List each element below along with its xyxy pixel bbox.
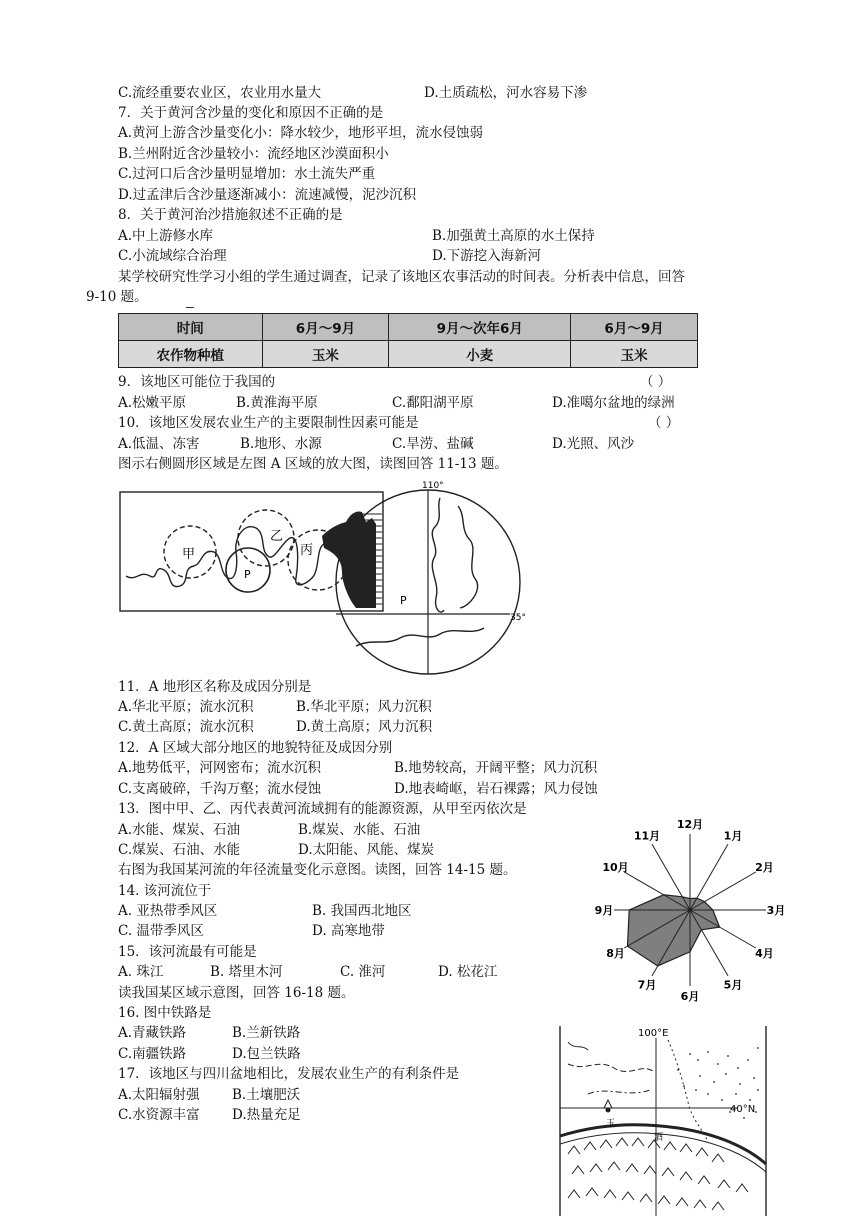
q7-option-c: C.过河口后含沙量明显增加：水土流失严重 <box>118 166 376 182</box>
label-40N: 40°N <box>730 1104 756 1115</box>
q15-option-b: B. 塔里木河 <box>210 964 283 980</box>
q14-option-b: B. 我国西北地区 <box>312 903 412 919</box>
q12-option-d: D.地表崎岖，岩石裸露；风力侵蚀 <box>394 781 598 797</box>
question-14: 14. 该河流位于 <box>118 883 212 899</box>
question-11: 11．A 地形区名称及成因分别是 <box>118 679 312 695</box>
q9-option-d: D.准噶尔盆地的绿洲 <box>552 395 675 411</box>
farming-table <box>118 313 698 368</box>
month-label: 9月 <box>594 904 614 917</box>
q12-option-b: B.地势较高，开阔平整；风力沉积 <box>394 760 598 776</box>
table-cell: 小麦 <box>389 341 571 368</box>
q17-option-a: A.太阳辐射强 <box>118 1087 200 1103</box>
q17-option-d: D.热量充足 <box>232 1107 301 1123</box>
q16-option-a: A.青藏铁路 <box>118 1025 187 1041</box>
q12-option-a: A.地势低平，河网密布；流水沉积 <box>118 760 322 776</box>
month-label: 11月 <box>633 829 661 843</box>
q16-option-d: D.包兰铁路 <box>232 1046 301 1062</box>
q10-option-c: C.旱涝、盐碱 <box>392 436 474 452</box>
river-segment-c <box>356 628 484 646</box>
q13-option-a: A.水能、煤炭、石油 <box>118 822 241 838</box>
city-marker <box>606 1108 611 1113</box>
q15-option-a: A. 珠江 <box>118 964 164 980</box>
q8-option-b: B.加强黄土高原的水土保持 <box>432 228 595 244</box>
q13-option-d: D.太阳能、风能、煤炭 <box>298 842 435 858</box>
intro-9-10-cont: 9-10 题。 <box>86 289 148 305</box>
q16-option-c: C.南疆铁路 <box>118 1046 187 1062</box>
month-label: 5月 <box>723 978 743 992</box>
table-header-cell: 时间 <box>119 314 263 341</box>
yellow-river-map <box>110 478 530 674</box>
intro-14-15: 右图为我国某河流的年径流量变化示意图。读图，回答 14-15 题。 <box>118 862 517 878</box>
region-map <box>558 1024 770 1216</box>
q12-option-c: C.支离破碎，千沟万壑；流水侵蚀 <box>118 781 322 797</box>
q14-option-c: C. 温带季风区 <box>118 923 204 939</box>
q11-option-d: D.黄土高原；风力沉积 <box>296 719 433 735</box>
q15-option-c: C. 淮河 <box>340 964 386 980</box>
q8-option-d: D.下游挖入海新河 <box>432 248 542 264</box>
boundary-line <box>588 1090 650 1094</box>
question-8: 8．关于黄河治沙措施叙述不正确的是 <box>118 207 343 223</box>
q11-option-a: A.华北平原；流水沉积 <box>118 699 254 715</box>
month-label: 6月 <box>680 990 700 1003</box>
q17-option-b: B.土壤肥沃 <box>232 1087 301 1103</box>
q9-option-b: B.黄淮海平原 <box>236 395 318 411</box>
label-p-right: P <box>400 594 407 607</box>
question-17: 17．该地区与四川盆地相比，发展农业生产的有利条件是 <box>118 1066 460 1082</box>
table-header-cell: 9月～次年6月 <box>389 314 571 341</box>
month-label: 8月 <box>606 947 625 960</box>
table-header-cell: 6月～9月 <box>571 314 698 341</box>
boundary-line <box>568 1064 654 1072</box>
intro-11-13: 图示右侧圆形区域是左图 A 区域的放大图，读图回答 11-13 题。 <box>118 456 508 472</box>
month-label: 12月 <box>676 818 704 831</box>
month-label: 10月 <box>602 861 629 874</box>
q8-option-a: A.中上游修水库 <box>118 228 214 244</box>
river-line <box>568 1042 588 1050</box>
q9-answer-paren: （ ） <box>640 374 672 390</box>
q11-option-c: C.黄土高原；流水沉积 <box>118 719 254 735</box>
month-axis-line <box>690 872 756 910</box>
intro-9-10: 某学校研究性学习小组的学生通过调查，记录了该地区农事活动的时间表。分析表中信息，回答 <box>118 269 685 285</box>
table-cell: 玉米 <box>262 341 389 368</box>
q13-option-b: B.煤炭、水能、石油 <box>298 822 421 838</box>
table-cell: 农作物种植 <box>119 341 263 368</box>
q9-option-c: C.鄱阳湖平原 <box>392 395 474 411</box>
q6-option-d: D.土质疏松，河水容易下渗 <box>424 85 588 101</box>
label-bing: 丙 <box>300 543 314 558</box>
q7-option-d: D.过孟津后含沙量逐渐减小：流速减慢，泥沙沉积 <box>118 187 417 203</box>
month-label: 1月 <box>723 829 743 843</box>
river-segment-b <box>458 506 478 608</box>
month-label: 4月 <box>755 947 774 960</box>
question-10: 10．该地区发展农业生产的主要限制性因素可能是 <box>118 415 419 431</box>
q17-option-c: C.水资源丰富 <box>118 1107 200 1123</box>
q6-option-c: C.流经重要农业区，农业用水量大 <box>118 85 322 101</box>
q9-option-a: A.松嫩平原 <box>118 395 187 411</box>
q13-option-c: C.煤炭、石油、水能 <box>118 842 241 858</box>
runoff-polygon <box>627 895 719 966</box>
month-label: 7月 <box>637 978 657 992</box>
label-35: 35° <box>510 613 526 623</box>
month-axis-line <box>690 844 728 910</box>
q14-option-a: A. 亚热带季风区 <box>118 903 218 919</box>
month-label: 2月 <box>755 861 774 874</box>
question-13: 13．图中甲、乙、丙代表黄河流域拥有的能源资源，从甲至丙依次是 <box>118 801 527 817</box>
label-p-left: P <box>244 568 251 581</box>
label-jia: 甲 <box>182 547 196 562</box>
q7-option-b: B.兰州附近含沙量较小：流经地区沙漠面积小 <box>118 146 389 162</box>
table-cell: 玉米 <box>571 341 698 368</box>
mountain-hachures <box>568 1138 748 1210</box>
q7-option-a: A.黄河上游含沙量变化小：降水较少，地形平坦，流水侵蚀弱 <box>118 125 484 141</box>
q10-option-d: D.光照、风沙 <box>552 436 635 452</box>
q15-option-d: D. 松花江 <box>438 964 498 980</box>
q10-answer-paren: （ ） <box>648 415 680 431</box>
question-7: 7．关于黄河含沙量的变化和原因不正确的是 <box>118 105 384 121</box>
question-12: 12．A 区域大部分地区的地貌特征及成因分别 <box>118 740 393 756</box>
q14-option-d: D. 高寒地带 <box>312 923 385 939</box>
q11-option-b: B.华北平原；风力沉积 <box>296 699 432 715</box>
city-label-jiu: 酒 <box>654 1133 664 1143</box>
intro-16-18: 读我国某区域示意图，回答 16-18 题。 <box>118 985 355 1001</box>
question-9: 9．该地区可能位于我国的 <box>118 374 276 390</box>
river-segment-a <box>432 498 444 612</box>
label-yi: 乙 <box>270 529 284 544</box>
label-110: 110° <box>422 481 444 491</box>
month-label: 3月 <box>766 904 786 917</box>
annual-runoff-radial-chart <box>578 818 788 1020</box>
question-15: 15．该河流最有可能是 <box>118 944 257 960</box>
q8-option-c: C.小流域综合治理 <box>118 248 227 264</box>
q10-option-b: B.地形、水源 <box>240 436 322 452</box>
stray-mark <box>186 307 194 308</box>
table-header-cell: 6月～9月 <box>262 314 389 341</box>
railway-line <box>560 1125 766 1164</box>
city-flag-icon <box>604 1100 612 1108</box>
question-16: 16. 图中铁路是 <box>118 1005 212 1021</box>
city-label-yu: 玉 <box>606 1119 616 1129</box>
q16-option-b: B.兰新铁路 <box>232 1025 301 1041</box>
q10-option-a: A.低温、冻害 <box>118 436 200 452</box>
label-100E: 100°E <box>638 1028 669 1039</box>
